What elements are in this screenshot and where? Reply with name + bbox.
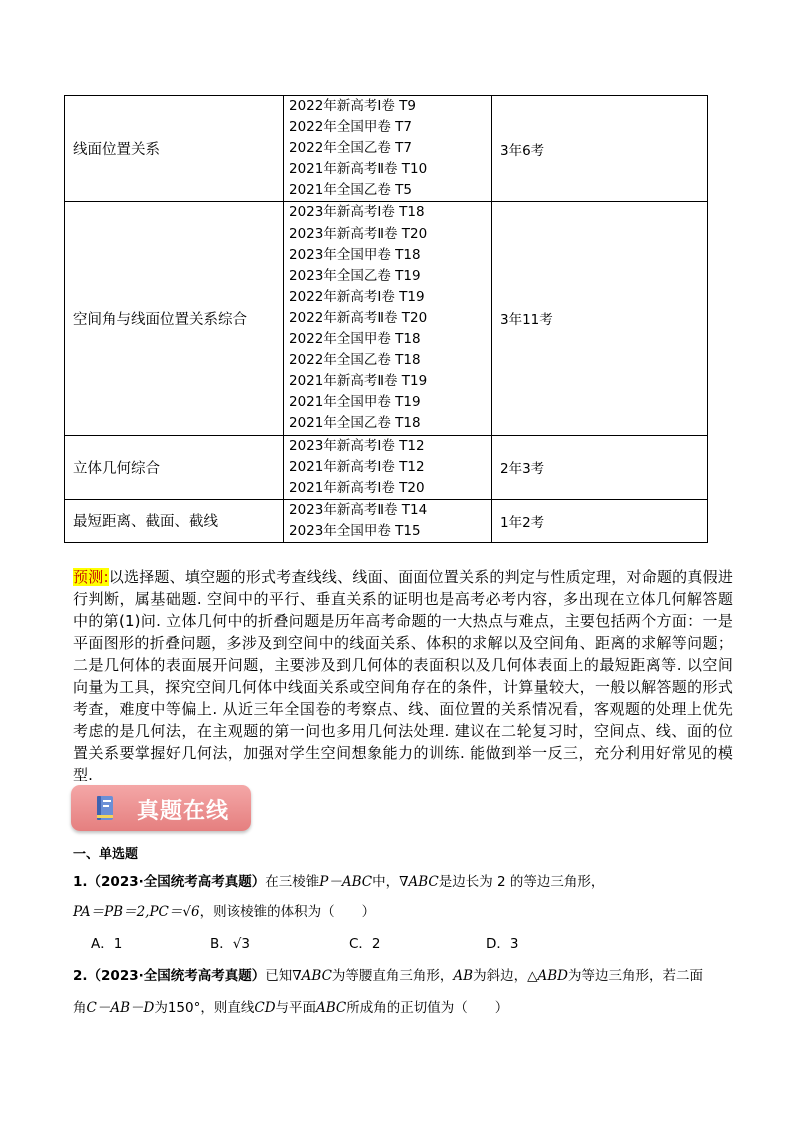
exam-item: 2022年全国甲卷 T7 [289, 119, 412, 136]
question-source: （2023·全国统考高考真题） [87, 874, 266, 890]
exam-item: 2021年新高考Ⅰ卷 T12 [289, 458, 425, 475]
exam-item: 2022年全国乙卷 T18 [289, 352, 421, 369]
topic-cell: 空间角与线面位置关系综合 [65, 202, 284, 435]
math-expr: ∇ABC [399, 874, 439, 890]
exam-item: 2023年新高考Ⅱ卷 T14 [289, 501, 428, 518]
math-expr: ABC [316, 1000, 347, 1016]
exam-item: 2021年全国甲卷 T19 [289, 394, 421, 411]
question-text: 所成角的正切值为（ ） [346, 1000, 509, 1016]
exam-item: 2023年全国甲卷 T18 [289, 246, 421, 263]
question-text: 中， [372, 874, 400, 890]
question-text: 是边长为 2 的等边三角形， [438, 874, 605, 890]
question-1-line-2 [73, 900, 375, 920]
exam-item: 2022年全国乙卷 T7 [289, 140, 412, 157]
question-text: 为斜边， [473, 968, 528, 984]
exam-item: 2023年新高考Ⅱ卷 T20 [289, 225, 428, 242]
table-row [65, 202, 708, 435]
prediction-label: 预测: [73, 568, 109, 586]
exam-item: 2022年新高考Ⅰ卷 T9 [289, 98, 416, 114]
math-expr: CD [254, 1000, 276, 1016]
question-text: 角 [73, 1000, 87, 1016]
option-c: C．2 [349, 936, 381, 952]
question-2-line-2 [73, 996, 508, 1016]
count-cell: 3年11考 [492, 202, 708, 435]
table-row [65, 96, 708, 202]
topic-cell: 最短距离、截面、截线 [65, 499, 284, 542]
exam-item: 2023年新高考Ⅰ卷 T18 [289, 204, 425, 221]
option-b: B．√3 [210, 936, 250, 952]
option-d: D．3 [486, 936, 519, 952]
exam-item: 2021年新高考Ⅱ卷 T10 [289, 161, 428, 178]
math-expr: P－ABC [319, 874, 373, 890]
question-source: （2023·全国统考高考真题） [87, 968, 266, 984]
exam-item: 2022年全国甲卷 T18 [289, 331, 421, 348]
prediction-paragraph [73, 566, 733, 786]
topic-cell: 线面位置关系 [65, 96, 284, 202]
math-expr: AB [453, 968, 474, 984]
question-text: ，则该棱锥的体积为（ ） [199, 904, 376, 920]
exam-list-cell [284, 96, 492, 202]
question-2-line-1 [73, 964, 703, 984]
count-cell: 1年2考 [492, 499, 708, 542]
math-expr: PA＝PB＝2,PC＝√6 [73, 904, 200, 920]
question-number: 1. [73, 874, 88, 890]
prediction-text: 以选择题、填空题的形式考查线线、线面、面面位置关系的判定与性质定理，对命题的真假进行判断，属基础题. 空间中的平行、垂直关系的证明也是高考必考内容，多出现在立体几何解答题中的第(1)问. 立体几何中的折叠问题是历年高考命题的一大热点与难点，主要包括两个方面：一是平面图形的折叠问题，多涉及到空间中的线面关系、体积的求解以及空间角、距离的求解等问题；二是几何体的表面展开问题，主要涉及到几何体的表面积以及几何体表面上的最短距离等. 以空间向量为工具，探究空间几何体中线面关系或空间角存在的条件，计算量较大，一般以解答题的形式考查，难度中等偏上. 从近三年全国卷的考察点、线、面位置的关系情况看，客观题的处理上优先考虑的是几何法，在主观题的第一问也多用几何法处理. 建议在二轮复习时，空间点、线、面的位置关系要掌握好几何法，加强对学生空间想象能力的训练. 能做到举一反三，充分利用好常见的模型. [73, 568, 733, 784]
exam-item: 2023年全国乙卷 T19 [289, 267, 421, 284]
question-text: 为150°，则直线 [154, 1000, 255, 1016]
question-number: 2. [73, 968, 88, 984]
topic-cell: 立体几何综合 [65, 435, 284, 499]
table-row [65, 499, 708, 542]
question-text: 已知 [265, 968, 293, 984]
section-banner [71, 785, 251, 831]
question-text: 为等边三角形，若二面 [567, 968, 703, 984]
count-cell: 2年3考 [492, 435, 708, 499]
exam-item: 2022年新高考Ⅰ卷 T19 [289, 288, 425, 305]
exam-list-cell [284, 499, 492, 542]
question-text: 为等腰直角三角形， [331, 968, 454, 984]
exam-item: 2021年新高考Ⅱ卷 T19 [289, 373, 428, 390]
exam-list-cell [284, 435, 492, 499]
book-icon [95, 795, 115, 821]
exam-item: 2021年全国乙卷 T5 [289, 182, 412, 199]
count-cell: 3年6考 [492, 96, 708, 202]
exam-item: 2023年全国甲卷 T15 [289, 522, 421, 539]
question-1-line-1 [73, 870, 604, 890]
banner-title: 真题在线 [137, 799, 230, 824]
table-row [65, 435, 708, 499]
section-title: 一、单选题 [73, 847, 139, 862]
exam-stats-table [64, 95, 708, 543]
math-expr: C－AB－D [86, 1000, 155, 1016]
exam-list-cell [284, 202, 492, 435]
question-text: 在三棱锥 [265, 874, 320, 890]
question-text: 与平面 [275, 1000, 317, 1016]
math-expr: △ABD [527, 968, 568, 984]
exam-item: 2022年新高考Ⅱ卷 T20 [289, 309, 428, 326]
exam-item: 2023年新高考Ⅰ卷 T12 [289, 437, 425, 454]
exam-item: 2021年新高考Ⅰ卷 T20 [289, 479, 425, 496]
option-a: A．1 [91, 936, 123, 952]
math-expr: ∇ABC [292, 968, 332, 984]
exam-item: 2021年全国乙卷 T18 [289, 415, 421, 432]
